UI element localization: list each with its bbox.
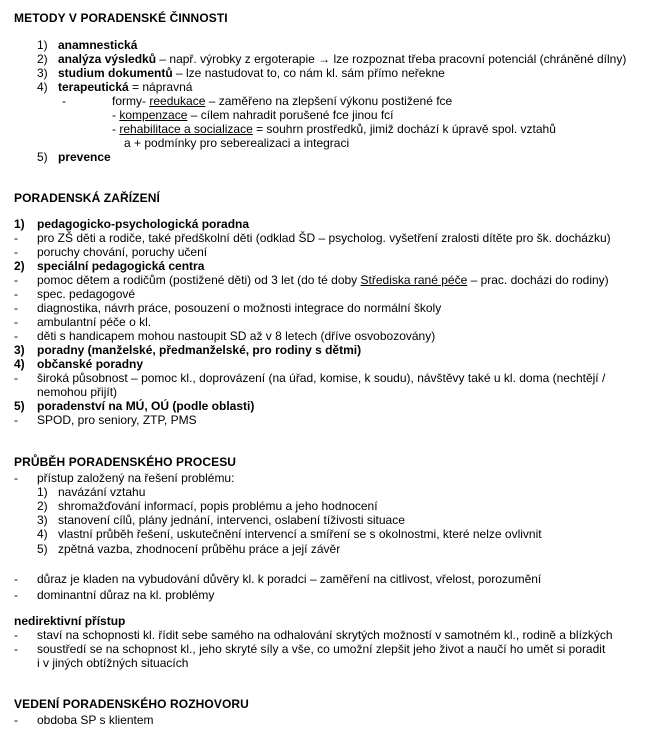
sub-item: a + podmínky pro seberealizaci a integraci — [124, 136, 350, 150]
list-item — [58, 66, 445, 80]
dash: - — [14, 301, 18, 315]
sub-item — [112, 122, 556, 136]
list-item: zpětná vazba, zhodnocení průběhu práce a její závěr — [58, 542, 341, 556]
list-item: shromažďování informací, popis problému a jeho hodnocení — [58, 499, 378, 513]
item-term: Střediska rané péče — [360, 273, 468, 287]
dash: - — [14, 413, 18, 427]
list-item: poradenství na MÚ, OÚ (podle oblasti) — [37, 399, 255, 413]
heading-zarizeni: PORADENSKÁ ZAŘÍZENÍ — [14, 191, 160, 205]
dash: - — [14, 572, 18, 586]
list-item: navázání vztahu — [58, 485, 146, 499]
list-item: stanovení cílů, plány jednání, intervenci, oslabení tíživosti situace — [58, 513, 405, 527]
item-term: analýza výsledků — [58, 52, 157, 66]
dash: - — [14, 642, 18, 656]
dash: - — [14, 315, 18, 329]
list-number: 4) — [14, 357, 25, 371]
dash: - — [14, 245, 18, 259]
list-item-continued: nemohou přijít) — [37, 385, 118, 399]
list-item: dominantní důraz na kl. problémy — [37, 588, 215, 602]
list-number: 2) — [14, 259, 25, 273]
sub-item-prefix: - — [112, 108, 120, 122]
list-number: 2) — [37, 52, 48, 66]
list-item: speciální pedagogická centra — [37, 259, 205, 273]
list-item: přístup založený na řešení problému: — [37, 471, 235, 485]
list-number: 3) — [14, 343, 25, 357]
list-item: SPOD, pro seniory, ZTP, PMS — [37, 413, 197, 427]
list-number: 4) — [37, 80, 48, 94]
dash: - — [14, 628, 18, 642]
subheading-nedirektivni: nedirektivní přístup — [14, 614, 126, 628]
heading-vedeni: VEDENÍ PORADENSKÉHO ROZHOVORU — [14, 697, 249, 711]
item-term: terapeutická — [58, 80, 129, 94]
heading-metody: METODY V PORADENSKÉ ČINNOSTI — [14, 11, 228, 25]
list-number: 3) — [37, 513, 48, 527]
list-item: poradny (manželské, předmanželské, pro rodiny s dětmi) — [37, 343, 362, 357]
sub-item-term: kompenzace — [119, 108, 188, 122]
list-number: 3) — [37, 66, 48, 80]
item-text: = nápravná — [128, 80, 193, 94]
item-term: studium dokumentů — [58, 66, 173, 80]
list-number: 1) — [14, 217, 25, 231]
item-text: – např. výrobky z ergoterapie → lze rozpoznat třeba pracovní potenciál (chráněné dílny) — [156, 52, 627, 66]
list-number: 5) — [37, 150, 48, 164]
list-number: 4) — [37, 527, 48, 541]
list-number: 1) — [37, 485, 48, 499]
dash: - — [14, 287, 18, 301]
sub-item-text: – cílem nahradit porušené fce jinou fcí — [187, 108, 394, 122]
list-item: ambulantní péče o kl. — [37, 315, 152, 329]
list-number: 5) — [37, 542, 48, 556]
list-item: soustředí se na schopnost kl., jeho skryté síly a vše, co umožní zlepšit jeho život a naučí ho umět si poradit — [37, 642, 606, 656]
item-text: – lze nastudovat to, co nám kl. sám přímo neřekne — [172, 66, 445, 80]
dash: - — [14, 471, 18, 485]
list-item: důraz je kladen na vybudování důvěry kl. k poradci – zaměření na citlivost, vřelost, porozumění — [37, 572, 542, 586]
sub-item-text: = souhrn prostředků, jimiž dochází k úpravě spol. vztahů — [252, 122, 556, 136]
sub-item — [112, 108, 394, 122]
dash: - — [14, 588, 18, 602]
dash: - — [14, 713, 18, 727]
list-item: poruchy chování, poruchy učení — [37, 245, 208, 259]
list-item: obdoba SP s klientem — [37, 713, 154, 727]
list-item — [58, 52, 626, 66]
list-item — [58, 80, 192, 94]
dash: - — [14, 371, 18, 385]
dash: - — [14, 231, 18, 245]
list-item: občanské poradny — [37, 357, 144, 371]
item-text: – prac. docházi do rodiny) — [467, 273, 609, 287]
sub-item — [112, 94, 452, 108]
list-item: vlastní průběh řešení, uskutečnění intervencí a smíření se s okolnostmi, které nelze ovlivnit — [58, 527, 542, 541]
list-item: anamnestická — [58, 38, 138, 52]
list-item: staví na schopnosti kl. řídit sebe samého na odhalování skrytých možností v samotném kl., rodině a blízkých — [37, 628, 613, 642]
list-item — [37, 273, 609, 287]
dash: - — [62, 94, 66, 108]
list-item: pedagogicko-psychologická poradna — [37, 217, 250, 231]
list-item-continued: i v jiných obtížných situacích — [37, 656, 189, 670]
sub-item-text: – zaměřeno na zlepšení výkonu postižené fce — [205, 94, 453, 108]
sub-item-term: reedukace — [149, 94, 206, 108]
dash: - — [14, 273, 18, 287]
list-item: široká působnost – pomoc kl., doprovázení (na úřad, komise, k soudu), návštěvy také u kl. doma (nechtějí / — [37, 371, 606, 385]
list-number: 1) — [37, 38, 48, 52]
dash: - — [14, 329, 18, 343]
sub-item-prefix: - — [112, 122, 120, 136]
heading-prubeh: PRŮBĚH PORADENSKÉHO PROCESU — [14, 455, 237, 469]
list-item: pro ZŠ děti a rodiče, také předškolní děti (odklad ŠD – psycholog. vyšetření zralosti dítěte pro šk. docházku) — [37, 231, 611, 245]
item-text: pomoc dětem a rodičům (postižené děti) od 3 let (do té doby — [37, 273, 361, 287]
list-item: spec. pedagogové — [37, 287, 136, 301]
sub-item-prefix: formy- — [112, 94, 150, 108]
list-number: 5) — [14, 399, 25, 413]
list-number: 2) — [37, 499, 48, 513]
list-item: prevence — [58, 150, 111, 164]
list-item: děti s handicapem mohou nastoupit SD až v 8 letech (dříve osvobozovány) — [37, 329, 436, 343]
list-item: diagnostika, návrh práce, posouzení o možnosti integrace do normální školy — [37, 301, 442, 315]
sub-item-term: rehabilitace a socializace — [119, 122, 253, 136]
